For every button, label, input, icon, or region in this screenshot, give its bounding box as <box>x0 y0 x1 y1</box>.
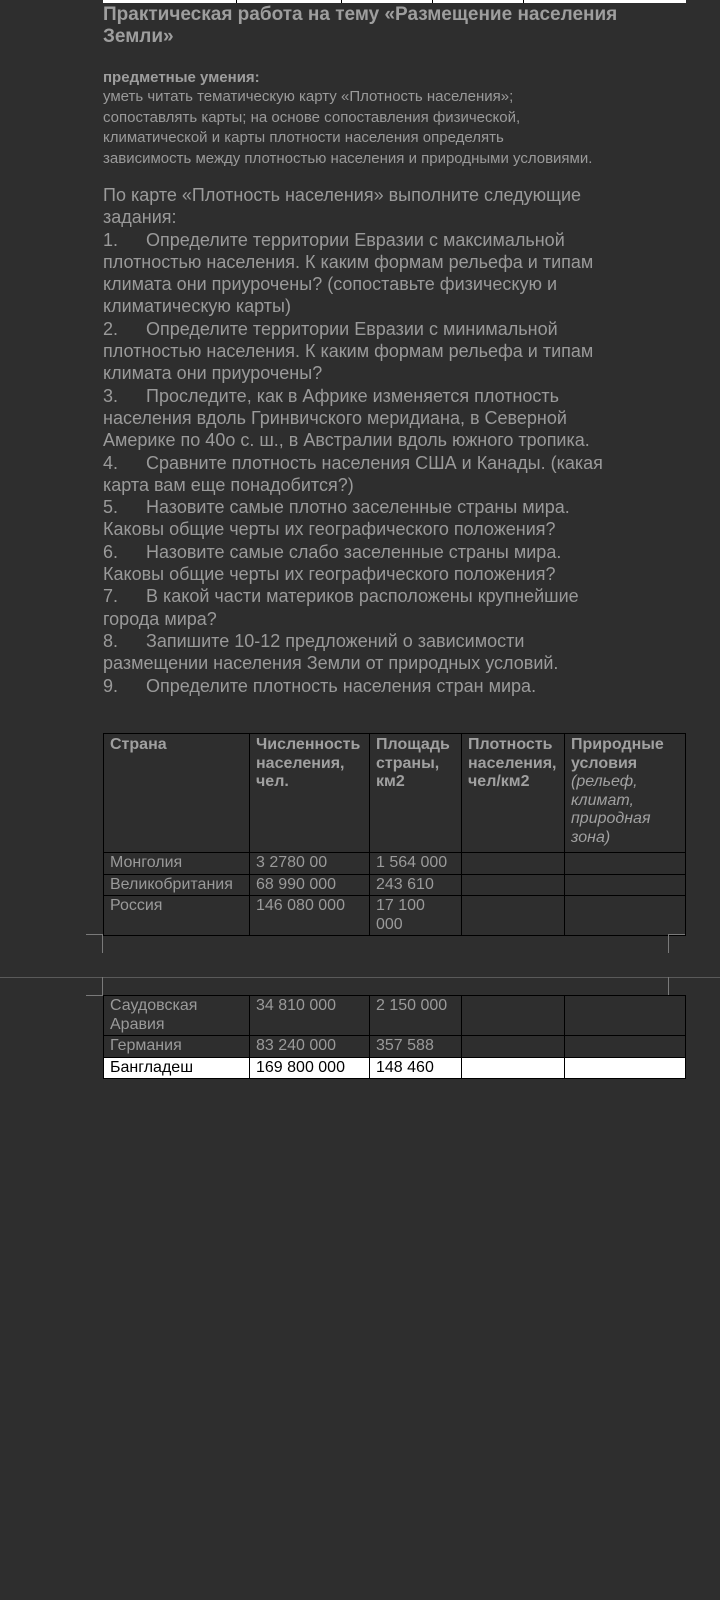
cell-area[interactable]: 17 100 000 <box>370 896 462 936</box>
page-corner-mark <box>668 934 685 953</box>
population-table <box>103 733 686 936</box>
task-number: 5. <box>103 497 119 518</box>
cell-conditions[interactable] <box>565 1057 686 1079</box>
cell-conditions[interactable] <box>565 996 686 1036</box>
cell-conditions[interactable] <box>565 896 686 936</box>
task-number: 2. <box>103 318 119 339</box>
cell-density[interactable] <box>462 1036 565 1058</box>
table-row <box>104 853 686 875</box>
task-text: плотностью населения. К каким формам рельефа и типам <box>103 341 594 362</box>
header-density: Плотность населения, чел/км2 <box>462 734 565 853</box>
task-text: размещении населения Земли от природных условий. <box>103 653 559 674</box>
table-header-row <box>104 734 686 853</box>
cell-area[interactable]: 357 588 <box>370 1036 462 1058</box>
population-table-continued <box>103 995 686 1079</box>
cell-density[interactable] <box>462 853 565 875</box>
task-text: климата они приурочены? (сопоставьте физическую и <box>103 274 557 295</box>
cell-density[interactable] <box>462 874 565 896</box>
cell-area[interactable]: 2 150 000 <box>370 996 462 1036</box>
task-text: Каковы общие черты их географического положения? <box>103 564 556 585</box>
tasks-intro-line: задания: <box>103 207 177 228</box>
header-country: Страна <box>104 734 250 853</box>
page-corner-mark <box>86 934 103 953</box>
task-text: В какой части материков расположены крупнейшие <box>146 586 579 607</box>
task-text: населения вдоль Гринвичского меридиана, в Северной <box>103 407 567 428</box>
task-list <box>103 184 703 697</box>
task-text: Запишите 10-12 предложений о зависимости <box>146 630 525 651</box>
task-item-9 <box>103 675 703 697</box>
previous-table-edge <box>103 0 686 3</box>
task-item-3 <box>103 385 703 452</box>
task-text: Сравните плотность населения США и Канады. (какая <box>146 452 603 473</box>
cell-density[interactable] <box>462 996 565 1036</box>
task-text: Каковы общие черты их географического положения? <box>103 519 556 540</box>
task-number: 6. <box>103 541 119 562</box>
task-item-5 <box>103 496 703 541</box>
skills-text <box>103 87 703 169</box>
cell-population[interactable]: 146 080 000 <box>250 896 370 936</box>
cell-country[interactable]: Германия <box>104 1036 250 1058</box>
task-item-4 <box>103 452 703 497</box>
page-corner-mark <box>86 977 103 996</box>
task-item-1 <box>103 229 703 318</box>
task-text: плотностью населения. К каким формам рельефа и типам <box>103 251 594 272</box>
cell-area[interactable]: 243 610 <box>370 874 462 896</box>
task-number: 4. <box>103 452 119 473</box>
cell-density[interactable] <box>462 1057 565 1079</box>
table-row <box>104 896 686 936</box>
task-text: Америке по 40о с. ш., в Австралии вдоль южного тропика. <box>103 430 590 451</box>
task-number: 1. <box>103 229 119 250</box>
table-row <box>104 874 686 896</box>
cell-country[interactable]: Великобритания <box>104 874 250 896</box>
task-text: карта вам еще понадобится?) <box>103 474 354 495</box>
cell-population[interactable]: 169 800 000 <box>250 1057 370 1079</box>
task-text: Назовите самые плотно заселенные страны мира. <box>146 497 570 518</box>
table-row <box>104 996 686 1036</box>
task-text: Определите плотность населения стран мира. <box>146 675 537 696</box>
cell-population[interactable]: 3 2780 00 <box>250 853 370 875</box>
task-text: Проследите, как в Африке изменяется плотность <box>146 385 560 406</box>
cell-conditions[interactable] <box>565 1036 686 1058</box>
cell-country[interactable]: Саудовская Аравия <box>104 996 250 1036</box>
skills-line: уметь читать тематическую карту «Плотность населения»; <box>103 88 514 105</box>
task-item-7 <box>103 585 703 630</box>
cell-country[interactable]: Россия <box>104 896 250 936</box>
task-number: 7. <box>103 586 119 607</box>
header-conditions-note: (рельеф, климат, природная зона) <box>571 773 651 846</box>
cell-country[interactable]: Бангладеш <box>104 1057 250 1079</box>
skills-heading: предметные умения: <box>103 69 260 86</box>
task-text: Назовите самые слабо заселенные страны мира. <box>146 541 562 562</box>
header-conditions-label: Природные условия <box>571 736 664 772</box>
page-corner-mark <box>668 977 685 996</box>
cell-country[interactable]: Монголия <box>104 853 250 875</box>
header-conditions <box>565 734 686 853</box>
cell-area[interactable]: 148 460 <box>370 1057 462 1079</box>
task-text: климатическую карты) <box>103 296 291 317</box>
cell-area[interactable]: 1 564 000 <box>370 853 462 875</box>
task-number: 9. <box>103 675 119 696</box>
task-number: 3. <box>103 385 119 406</box>
cell-conditions[interactable] <box>565 874 686 896</box>
task-item-6 <box>103 541 703 586</box>
task-number: 8. <box>103 630 119 651</box>
header-area: Площадь страны, км2 <box>370 734 462 853</box>
cell-density[interactable] <box>462 896 565 936</box>
skills-line: сопоставлять карты; на основе сопоставления физической, <box>103 108 521 126</box>
task-text: Определите территории Евразии с минимальной <box>146 318 558 339</box>
page-separator <box>0 977 720 978</box>
document-title: Практическая работа на тему «Размещение населения Земли» <box>103 4 618 47</box>
header-population: Численность населения, чел. <box>250 734 370 853</box>
table-row-selected <box>104 1057 686 1079</box>
cell-population[interactable]: 83 240 000 <box>250 1036 370 1058</box>
task-text: Определите территории Евразии с максимальной <box>146 229 565 250</box>
cell-population[interactable]: 68 990 000 <box>250 874 370 896</box>
cell-population[interactable]: 34 810 000 <box>250 996 370 1036</box>
skills-line: климатической и карты плотности населения определять <box>103 129 504 146</box>
skills-line: зависимость между плотностью населения и природными условиями. <box>103 149 593 167</box>
task-item-8 <box>103 630 703 675</box>
tasks-intro-line: По карте «Плотность населения» выполните следующие <box>103 185 582 205</box>
table-row <box>104 1036 686 1058</box>
cell-conditions[interactable] <box>565 853 686 875</box>
task-text: климата они приурочены? <box>103 363 323 384</box>
task-item-2 <box>103 318 703 385</box>
task-text: города мира? <box>103 608 217 629</box>
